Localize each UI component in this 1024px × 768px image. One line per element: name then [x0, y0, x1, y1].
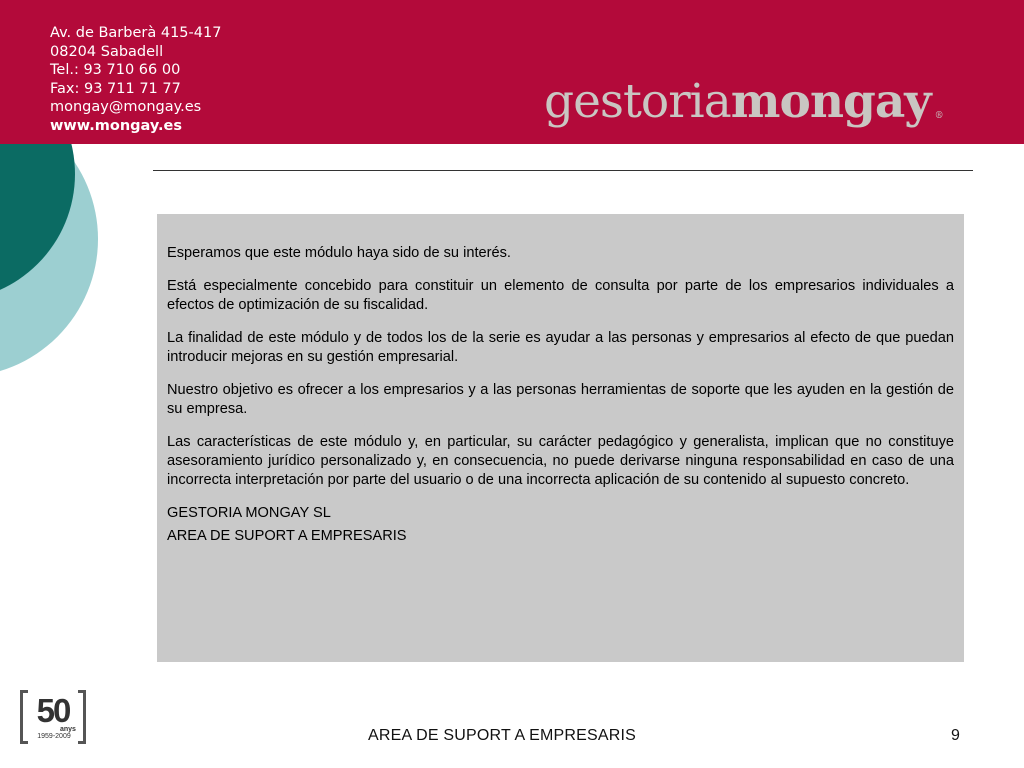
paragraph: Las características de este módulo y, en particular, su carácter pedagógico y generalista, implican que no constituye asesoramiento jurídico personalizado y, en consecuencia, no puede derivarse ninguna responsabilidad en caso de una incorrecta interpretación por parte del usuario o de una incorrecta aplicación de su contenido al supuesto concreto. — [167, 434, 954, 488]
badge-right-bracket — [78, 690, 86, 744]
footer-title: AREA DE SUPORT A EMPRESARIS — [368, 727, 637, 744]
logo-mongay: mongay — [730, 74, 931, 129]
telephone: Tel.: 93 710 66 00 — [50, 62, 181, 79]
content-box — [157, 214, 964, 662]
badge-left-bracket — [20, 690, 28, 744]
signature-area: AREA DE SUPORT A EMPRESARIS — [167, 528, 407, 544]
registered-mark: ® — [934, 111, 944, 121]
badge-number: 50 — [36, 692, 70, 729]
badge-anys: anys — [60, 726, 76, 733]
fax: Fax: 93 711 71 77 — [50, 80, 181, 97]
email-link[interactable]: mongay@mongay.es — [50, 99, 202, 116]
address: Av. de Barberà 415-417 — [50, 25, 222, 41]
company-logo — [544, 72, 944, 132]
header-banner — [0, 0, 1024, 144]
contact-info — [50, 24, 221, 136]
signature-company: GESTORIA MONGAY SL — [167, 505, 331, 521]
paragraph: Nuestro objetivo es ofrecer a los empresarios y a las personas herramientas de soporte que les ayuden en la gestión de su empresa. — [167, 382, 954, 417]
decorative-circles — [0, 144, 110, 404]
paragraph: La finalidad de este módulo y de todos los de la serie es ayudar a las personas y empresarios al efecto de que puedan introducir mejoras en su gestión empresarial. — [167, 330, 954, 365]
badge-years: 1959-2009 — [37, 733, 71, 740]
paragraph: Esperamos que este módulo haya sido de su interés. — [167, 245, 511, 261]
page-number: 9 — [951, 727, 960, 744]
anniversary-badge — [20, 690, 86, 748]
website-link[interactable]: www.mongay.es — [50, 117, 182, 134]
city: 08204 Sabadell — [50, 43, 164, 60]
paragraph: Está especialmente concebido para constituir un elemento de consulta por parte de los empresarios individuales a efectos de optimización de su fiscalidad. — [167, 278, 954, 313]
header-divider — [153, 170, 973, 171]
logo-gestoria: gestoria — [544, 74, 731, 129]
